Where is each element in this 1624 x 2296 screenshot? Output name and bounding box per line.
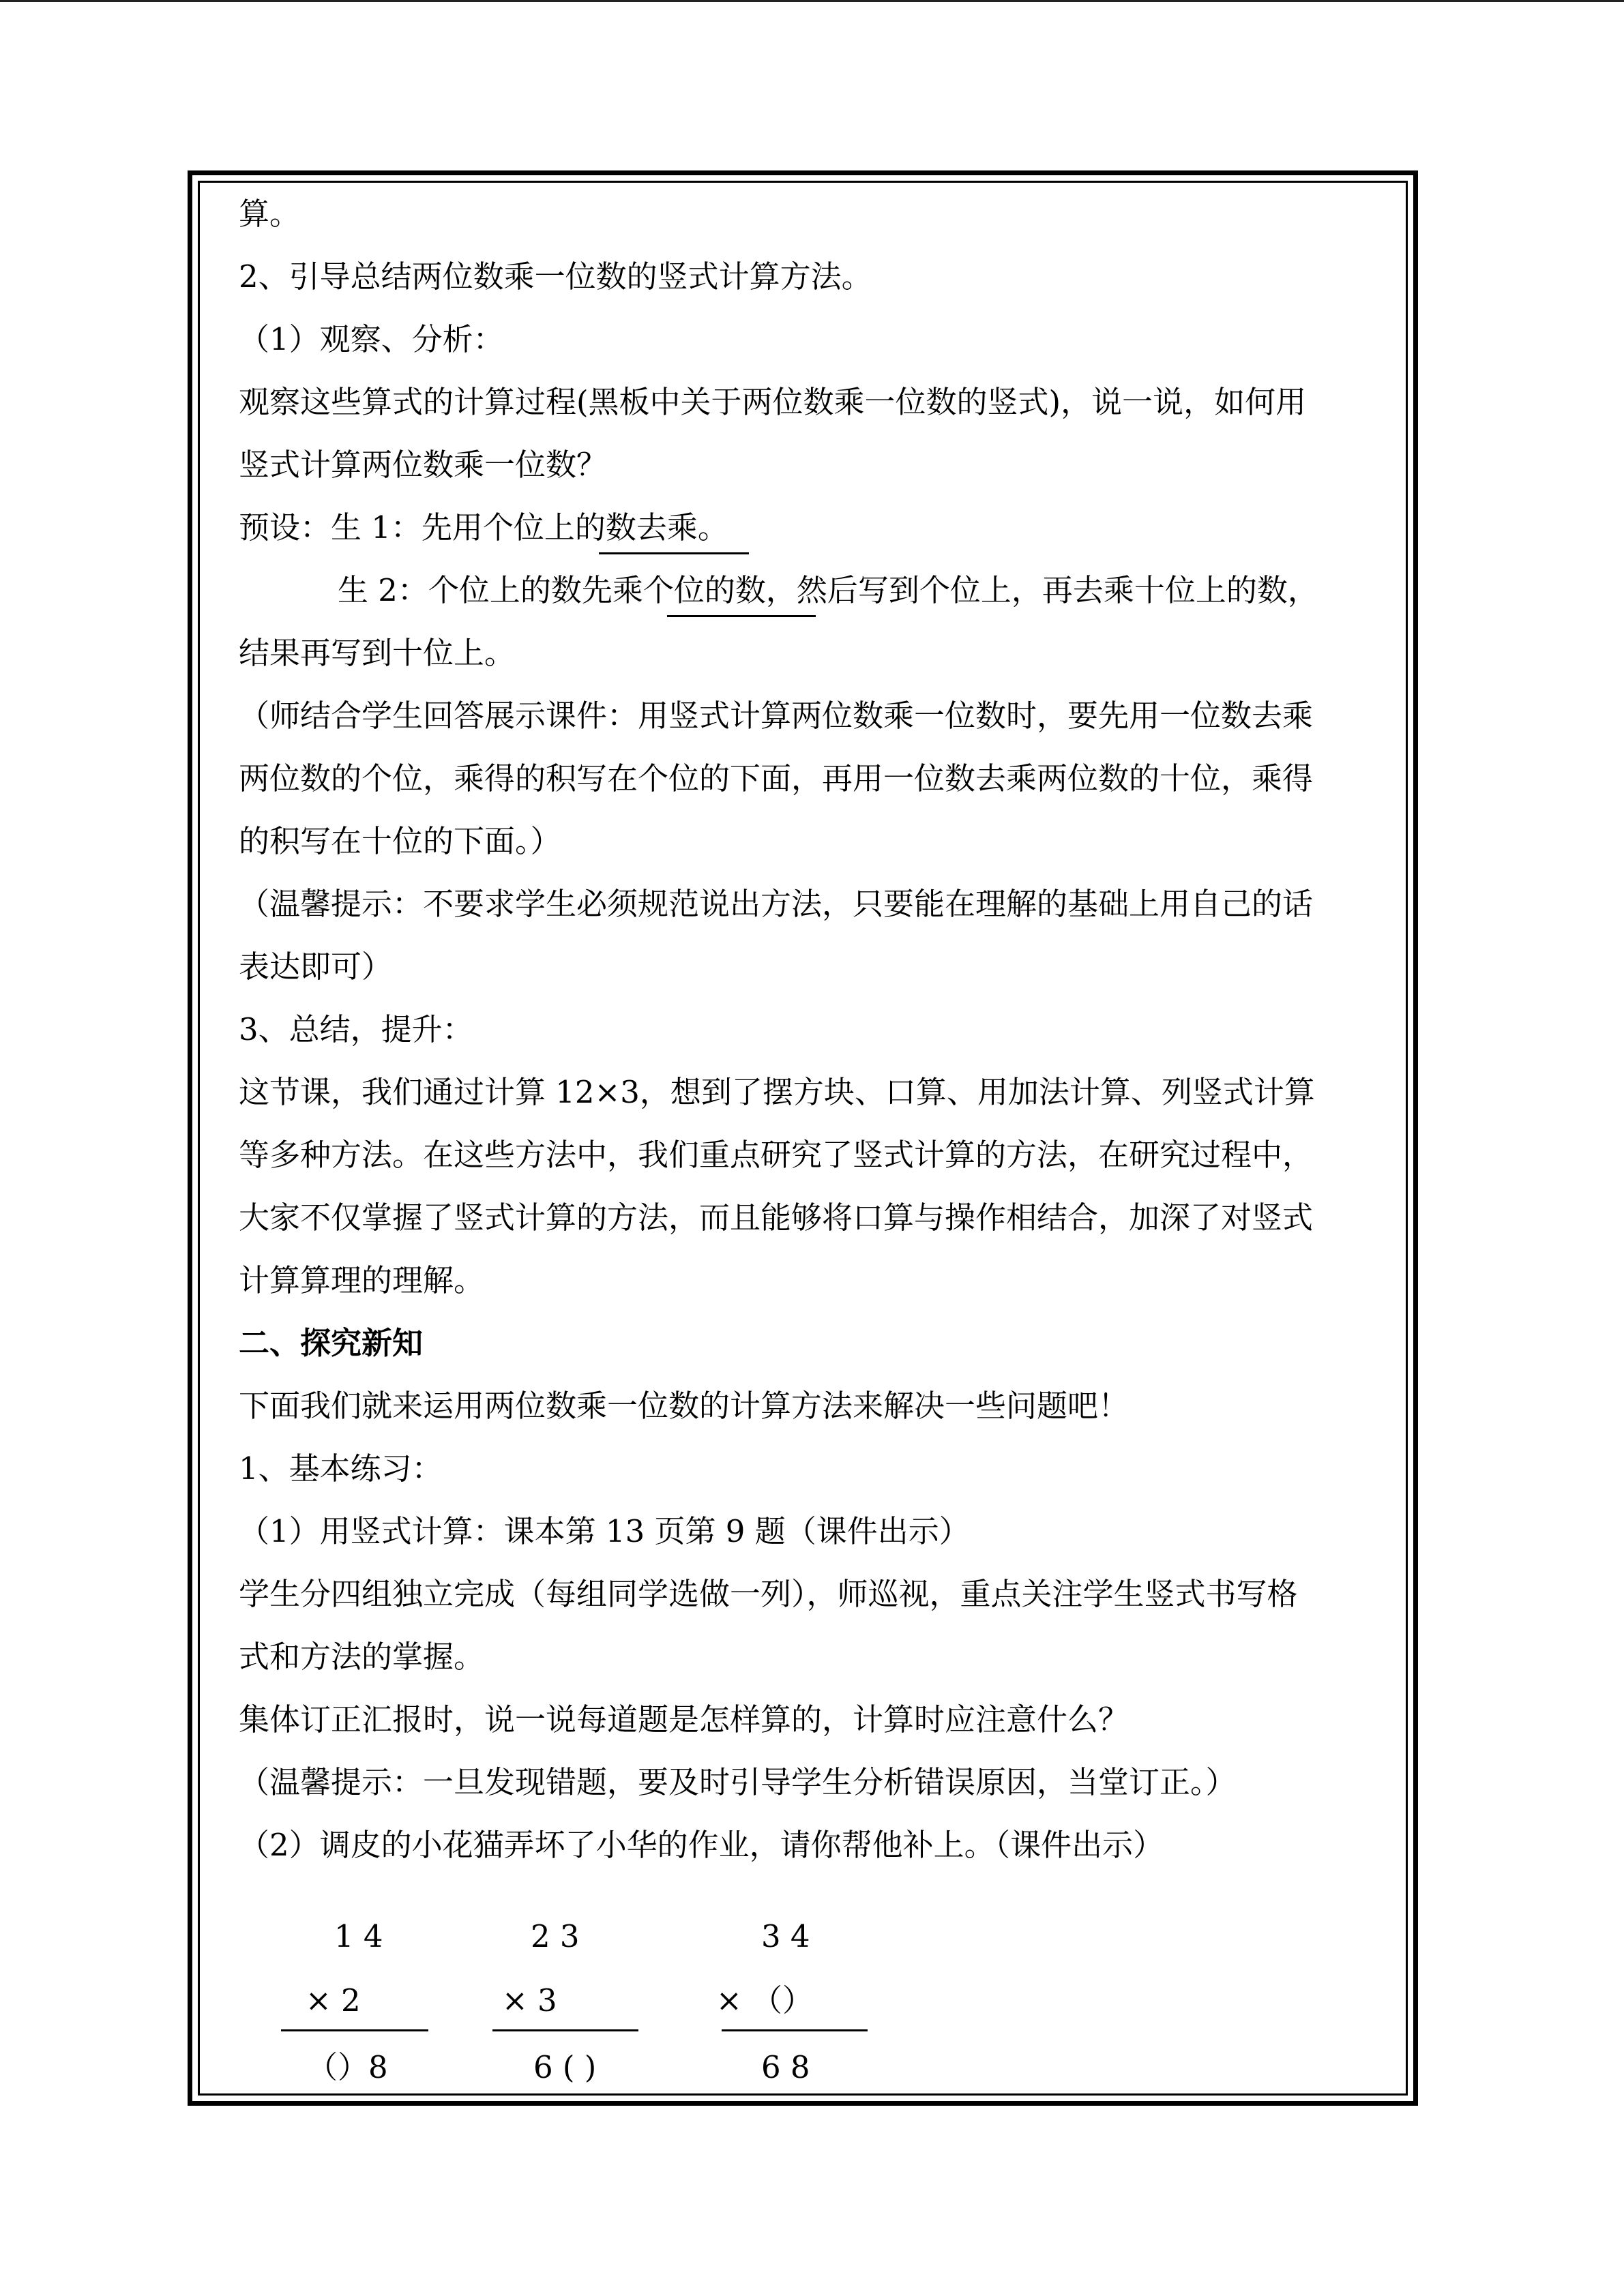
text-line: 大家不仅掌握了竖式计算的方法，而且能够将口算与操作相结合，加深了对竖式 xyxy=(239,1199,1314,1236)
sub-heading: （1）观察、分析： xyxy=(239,321,504,357)
product: 6 8 xyxy=(761,2049,810,2085)
multiplier: × 3 xyxy=(502,1982,557,2018)
multiplier: × 2 xyxy=(306,1982,361,2018)
section-title: 二、探究新知 xyxy=(239,1325,424,1361)
result-rule xyxy=(492,2029,638,2031)
text-line: 结果再写到十位上。 xyxy=(239,635,516,671)
multiplicand: 2 3 xyxy=(531,1918,580,1954)
result-rule xyxy=(722,2029,868,2031)
text-line: （2）调皮的小花猫弄坏了小华的作业，请你帮他补上。（课件出示） xyxy=(239,1827,1164,1863)
text-line: 计算算理的理解。 xyxy=(239,1262,485,1298)
text-line: （温馨提示：不要求学生必须规范说出方法，只要能在理解的基础上用自己的话 xyxy=(239,886,1314,922)
text-line: （1）用竖式计算：课本第 13 页第 9 题（课件出示） xyxy=(239,1513,970,1549)
fill-blank-underline xyxy=(667,615,816,617)
text-line: 等多种方法。在这些方法中，我们重点研究了竖式计算的方法，在研究过程中， xyxy=(239,1137,1314,1173)
section-heading: 3、总结，提升： xyxy=(239,1011,473,1047)
product-with-blank: （）8 xyxy=(307,2049,388,2085)
section-heading: 1、基本练习： xyxy=(239,1450,443,1487)
text-line: 这节课，我们通过计算 12×3，想到了摆方块、口算、用加法计算、列竖式计算 xyxy=(239,1074,1315,1110)
product-with-blank: 6 ( ) xyxy=(533,2049,597,2085)
text-line: 竖式计算两位数乘一位数？ xyxy=(239,447,608,483)
text-line: 算。 xyxy=(239,196,301,232)
text-line: 观察这些算式的计算过程(黑板中关于两位数乘一位数的竖式)，说一说，如何用 xyxy=(239,384,1307,420)
text-line: 下面我们就来运用两位数乘一位数的计算方法来解决一些问题吧！ xyxy=(239,1388,1130,1424)
multiplier-with-blank: × （） xyxy=(716,1982,814,2018)
text-line: 表达即可） xyxy=(239,949,393,985)
text-line: 预设：生 1：先用个位上的数去乘。 xyxy=(239,509,728,546)
result-rule xyxy=(281,2029,428,2031)
text-line: 学生分四组独立完成（每组同学选做一列），师巡视，重点关注学生竖式书写格 xyxy=(239,1576,1298,1612)
multiplicand: 1 4 xyxy=(334,1918,383,1954)
text-line: 两位数的个位，乘得的积写在个位的下面，再用一位数去乘两位数的十位，乘得 xyxy=(239,760,1314,796)
page-top-rule xyxy=(0,0,1624,2)
text-line: 集体订正汇报时，说一说每道题是怎样算的，计算时应注意什么？ xyxy=(239,1701,1130,1738)
section-heading: 2、引导总结两位数乘一位数的竖式计算方法。 xyxy=(239,258,872,295)
multiplicand: 3 4 xyxy=(761,1918,810,1954)
text-line: 的积写在十位的下面。） xyxy=(239,823,561,859)
fill-blank-underline xyxy=(599,552,749,554)
text-line: 式和方法的掌握。 xyxy=(239,1639,485,1675)
text-line: （温馨提示：一旦发现错题，要及时引导学生分析错误原因，当堂订正。） xyxy=(239,1764,1237,1800)
text-line: 生 2：个位上的数先乘个位的数，然后写到个位上，再去乘十位上的数， xyxy=(338,572,1318,608)
text-line: （师结合学生回答展示课件：用竖式计算两位数乘一位数时，要先用一位数去乘 xyxy=(239,698,1314,734)
